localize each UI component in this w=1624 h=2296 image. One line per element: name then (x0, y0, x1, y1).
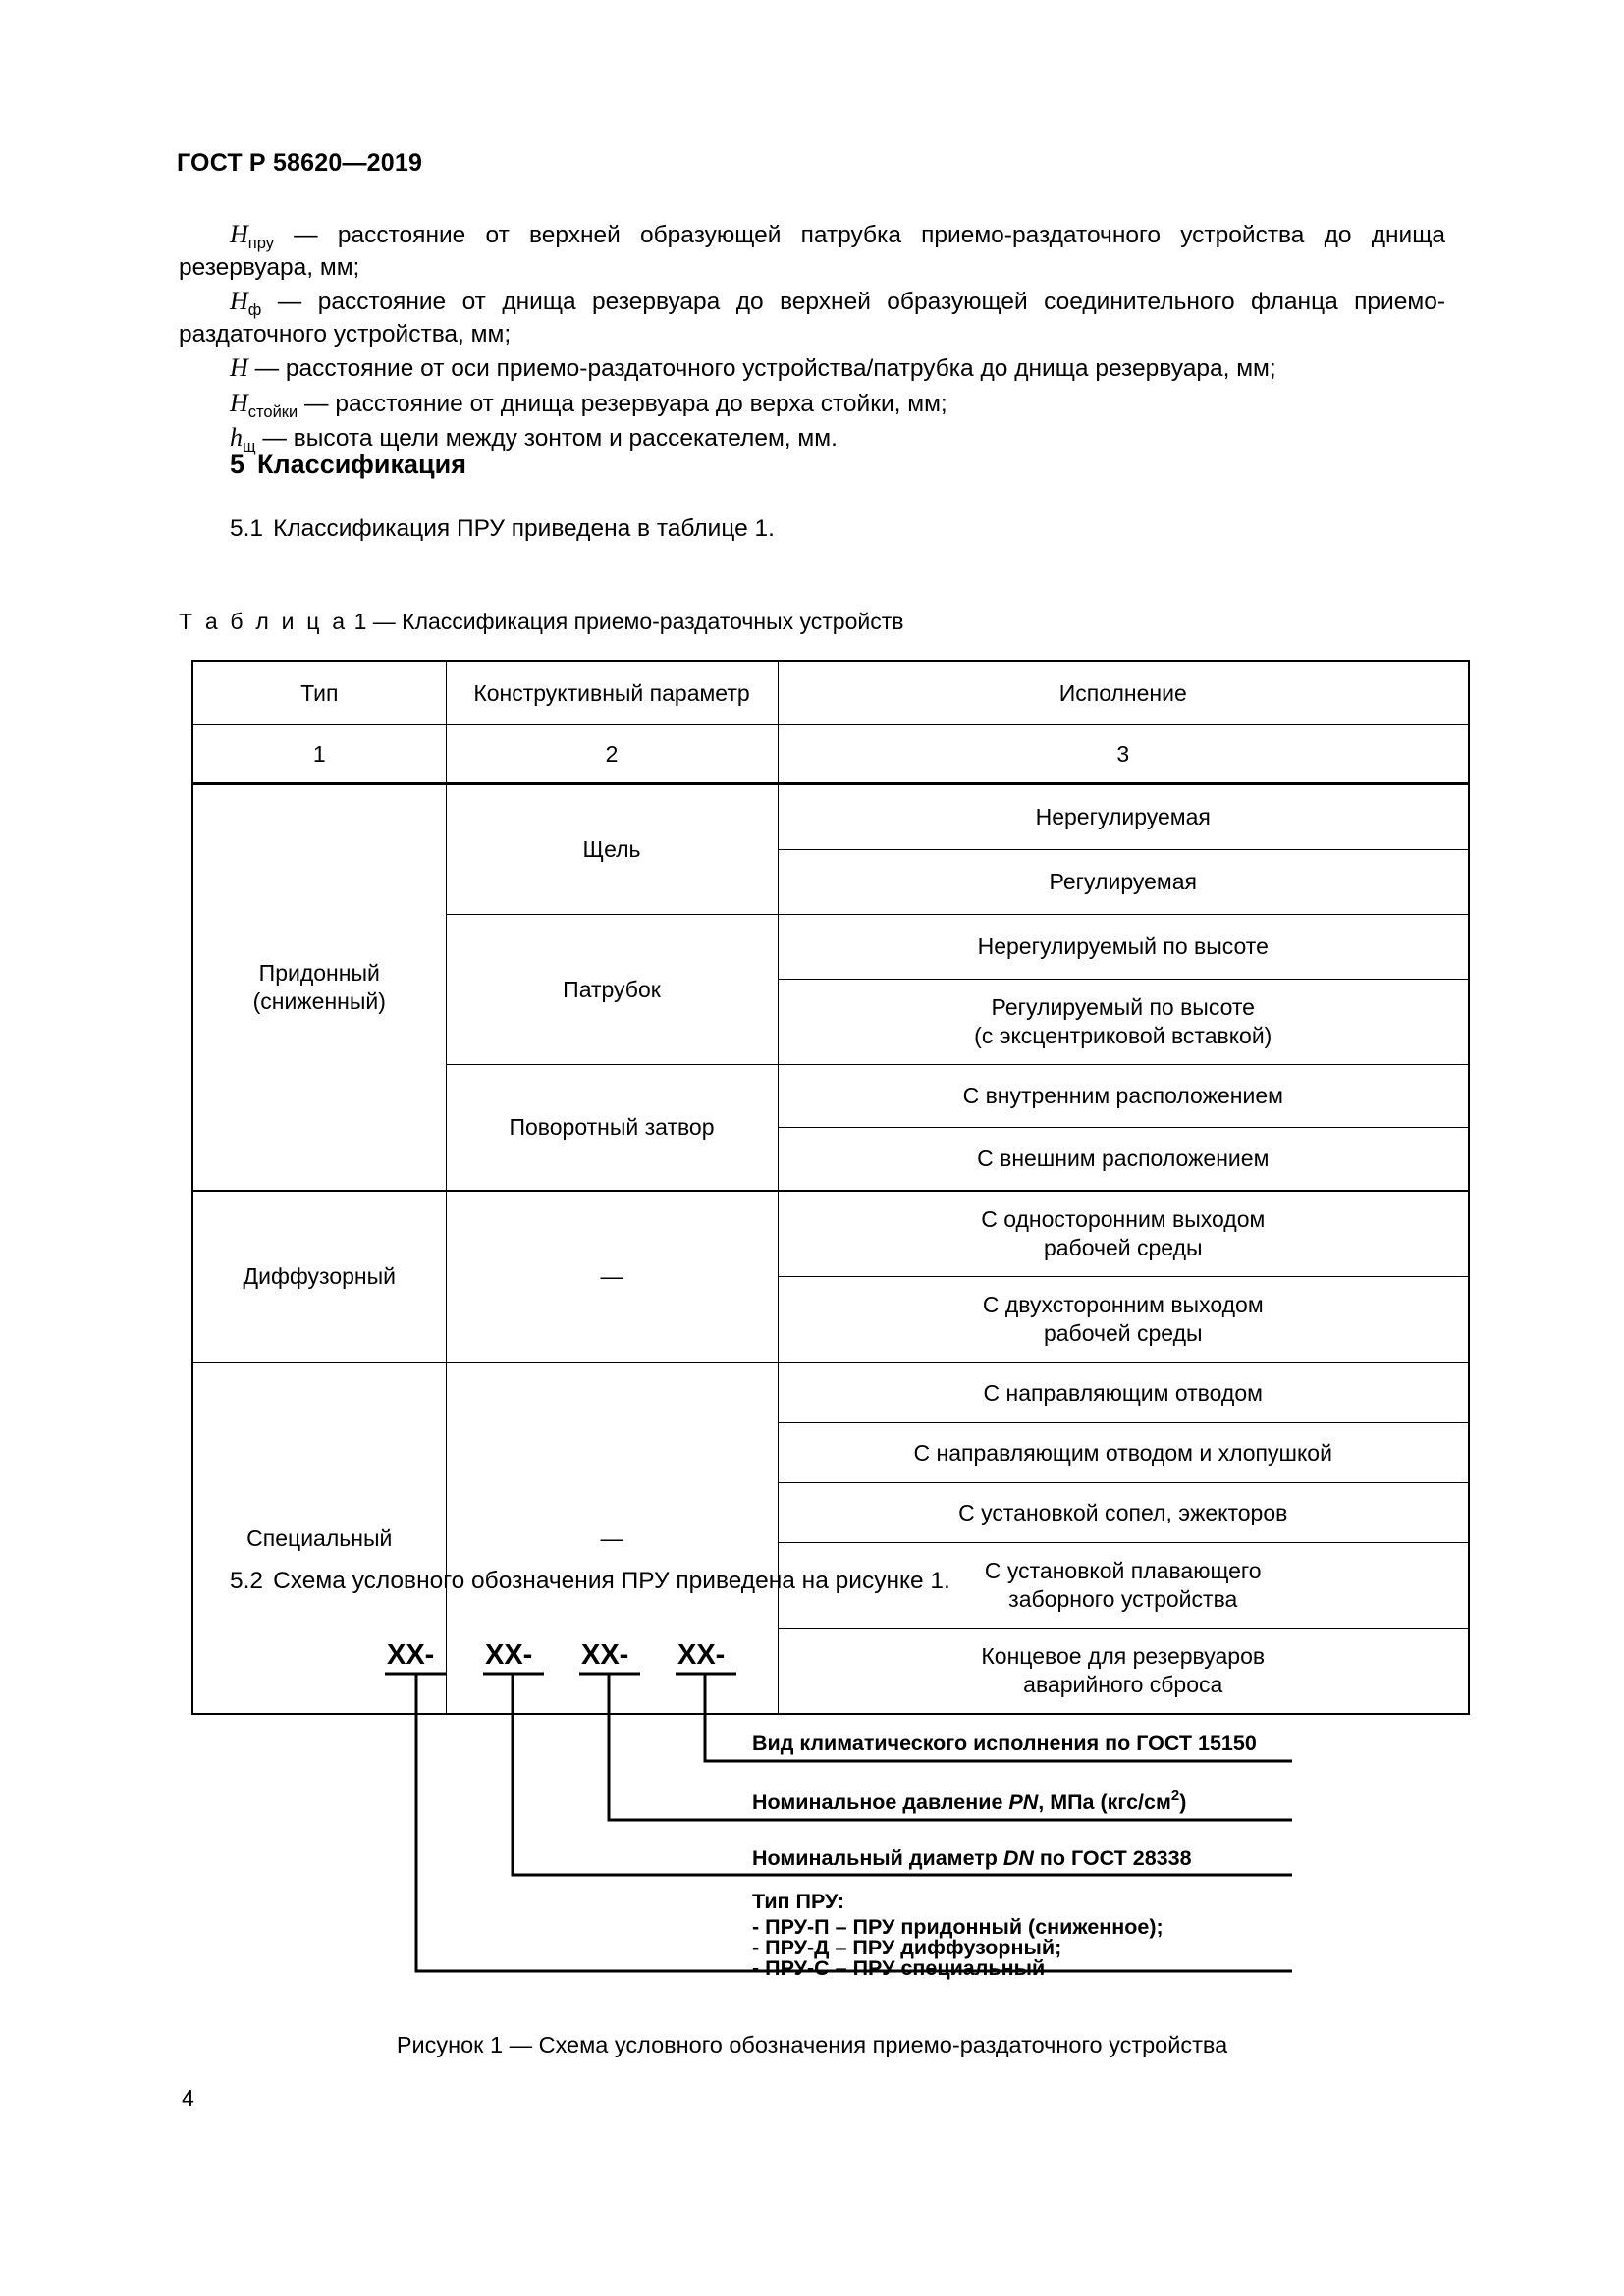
definition-item (179, 218, 1445, 284)
definition-text: — расстояние от днища резервуара до верха стойки, мм; (304, 390, 947, 417)
cell-type-specialny: Специальный (192, 1362, 446, 1714)
type-line-2: (сниженный) (252, 988, 386, 1014)
definition-item (179, 285, 1445, 350)
subscript: щ (243, 438, 256, 456)
exec-line-2: аварийного сброса (1023, 1672, 1223, 1697)
table-caption-label: Т а б л и ц а (179, 609, 349, 634)
cell-exec: С направляющим отводом и хлопушкой (778, 1423, 1469, 1483)
callout-diameter (752, 1846, 1192, 1870)
exec-line-2: (с эксцентриковой вставкой) (974, 1023, 1272, 1048)
callout-pressure-post: , МПа (кгс/см (1038, 1790, 1171, 1814)
leader-line-diameter (513, 1674, 1292, 1875)
exec-line-1: С установкой плавающего (984, 1558, 1262, 1584)
callout-diameter-pre: Номинальный диаметр (752, 1846, 1003, 1870)
cell-type-pridonny (192, 784, 446, 1192)
section-number: 5 (230, 450, 245, 479)
symbol-H-stoyki: $H_{стойки}$ (230, 388, 298, 421)
cell-type-diffuzorny: Диффузорный (192, 1191, 446, 1362)
callout-type-item-3: - ПРУ-С – ПРУ специальный (752, 1956, 1046, 1980)
definition-text: — расстояние от верхней образующей патрубка приемо-раздаточного устройства до днища резервуара, мм; (179, 222, 1446, 281)
table-row (192, 1362, 1469, 1423)
cell-exec: С внутренним расположением (778, 1065, 1469, 1128)
designation-scheme-diagram (373, 1629, 1296, 1983)
callout-diameter-symbol: DN (1002, 1846, 1034, 1870)
code-segment-2: XX- (485, 1639, 533, 1671)
cell-param-patrubok: Патрубок (446, 915, 778, 1065)
table-caption-number: 1 (353, 609, 367, 634)
symbol-H-f: $H_ф$ (230, 287, 262, 320)
figure-caption: Рисунок 1 — Схема условного обозначения приемо-раздаточного устройства (396, 2032, 1228, 2057)
table-row (192, 784, 1469, 850)
table-column-number-row (192, 725, 1469, 784)
column-number-3: 3 (778, 725, 1469, 784)
document-header: ГОСТ Р 58620—2019 (177, 149, 423, 177)
page-number: 4 (182, 2085, 194, 2110)
table-header-row (192, 661, 1469, 725)
type-line-1: Придонный (258, 960, 380, 987)
exec-line-1: Регулируемый по высоте (991, 994, 1255, 1021)
callout-diameter-post: по ГОСТ 28338 (1033, 1846, 1192, 1870)
code-segment-3: XX- (581, 1639, 629, 1671)
exec-line-2: рабочей среды (1043, 1235, 1203, 1260)
column-number-1: 1 (192, 725, 446, 784)
classification-table-wrapper (191, 660, 1468, 1715)
cell-param-shchel: Щель (446, 784, 778, 915)
code-segment-1: XX- (387, 1639, 435, 1671)
definition-item (179, 387, 1445, 421)
cell-param-zatvor: Поворотный затвор (446, 1065, 778, 1192)
cell-param-dash: — (446, 1191, 778, 1362)
clause-5-2 (230, 1568, 950, 1595)
callout-type-title: Тип ПРУ: (752, 1890, 844, 1913)
cell-exec (778, 1191, 1469, 1277)
code-segment-4: XX- (677, 1639, 726, 1671)
clause-number: 5.1 (230, 515, 264, 542)
clause-number: 5.2 (230, 1568, 264, 1594)
classification-table (191, 660, 1470, 1715)
cell-exec: С установкой сопел, эжекторов (778, 1483, 1469, 1543)
section-heading (230, 450, 466, 480)
cell-param-dash: — (446, 1362, 778, 1714)
clause-5-1 (230, 515, 775, 543)
callout-pressure-tail: ) (1179, 1790, 1187, 1814)
definition-text: — расстояние от днища резервуара до верхней образующей соединительного фланца приемо-раздаточного устройства, мм; (179, 289, 1445, 347)
table-caption-dash: — (372, 609, 396, 634)
callout-type-item-1: - ПРУ-П – ПРУ придонный (сниженное); (752, 1915, 1164, 1939)
exec-line-1: С двухсторонним выходом (982, 1292, 1264, 1318)
table-row (192, 1191, 1469, 1277)
cell-exec: С внешним расположением (778, 1128, 1469, 1192)
definition-item (179, 351, 1445, 386)
cell-exec: Нерегулируемая (778, 784, 1469, 850)
symbol-H: H (230, 353, 248, 383)
header-cell-type: Тип (192, 661, 446, 725)
cell-exec: Регулируемая (778, 850, 1469, 915)
definitions-block (179, 218, 1445, 456)
cell-exec (778, 980, 1469, 1065)
callout-pressure-pre: Номинальное давление (752, 1790, 1009, 1814)
callout-pressure-superscript: 2 (1170, 1788, 1180, 1804)
table-caption (179, 609, 903, 635)
cell-exec (778, 1277, 1469, 1363)
exec-line-1: С односторонним выходом (981, 1206, 1266, 1233)
header-cell-param: Конструктивный параметр (446, 661, 778, 725)
definition-text: — расстояние от оси приемо-раздаточного устройства/патрубка до днища резервуара, мм; (254, 355, 1276, 383)
subscript: пру (247, 235, 274, 252)
cell-exec: С направляющим отводом (778, 1362, 1469, 1423)
exec-line-1: Концевое для резервуаров (981, 1643, 1266, 1670)
symbol-H-pru: $H_{пру}$ (230, 220, 274, 252)
subscript: стойки (247, 402, 298, 421)
callout-type-item-2: - ПРУ-Д – ПРУ диффузорный; (752, 1936, 1062, 1959)
definition-text: — высота щели между зонтом и рассекателем, мм. (262, 425, 838, 453)
cell-exec: Нерегулируемый по высоте (778, 915, 1469, 980)
table-caption-title: Классификация приемо-раздаточных устройств (402, 609, 904, 634)
subscript: ф (247, 301, 262, 320)
column-number-2: 2 (446, 725, 778, 784)
clause-text: Классификация ПРУ приведена в таблице 1. (273, 515, 775, 542)
exec-line-2: заборного устройства (1008, 1586, 1238, 1612)
exec-line-2: рабочей среды (1043, 1320, 1203, 1346)
symbol-h-shch: $h_щ$ (230, 423, 256, 456)
diagram-svg (373, 1629, 1296, 1983)
section-title: Классификация (257, 450, 467, 479)
callout-pressure-symbol: PN (1008, 1790, 1039, 1814)
header-cell-exec: Исполнение (778, 661, 1469, 725)
callout-pressure (752, 1788, 1186, 1814)
callout-climate: Вид климатического исполнения по ГОСТ 15150 (752, 1732, 1257, 1755)
clause-text: Схема условного обозначения ПРУ приведена на рисунке 1. (273, 1568, 950, 1594)
